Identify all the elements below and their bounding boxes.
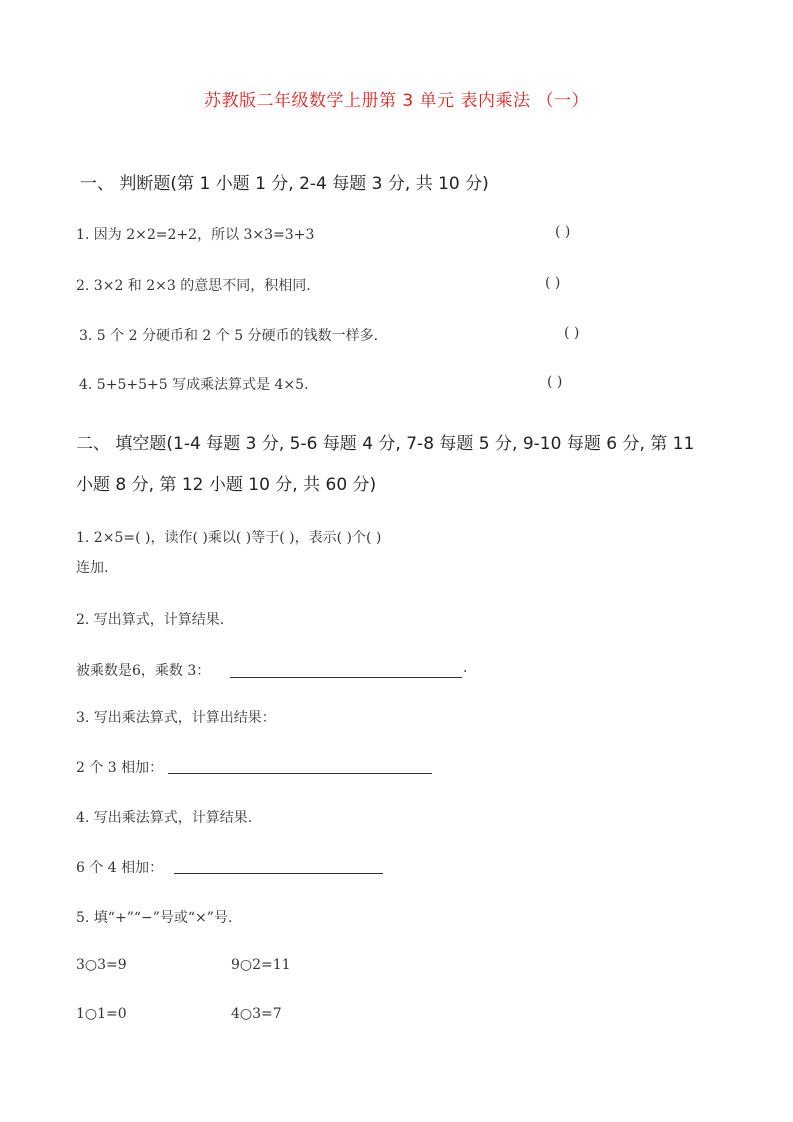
fill-question-4-prompt: 6 个 4 相加： <box>76 860 164 876</box>
operator-item-2[interactable]: 9○2=11 <box>231 957 291 973</box>
fill-question-2-title: 2. 写出算式，计算结果. <box>76 612 225 628</box>
judge-question-3: 3. 5 个 2 分硬币和 2 个 5 分硬币的钱数一样多. <box>79 328 379 344</box>
judge-question-4: 4. 5+5+5+5 写成乘法算式是 4×5. <box>79 377 309 393</box>
fill-question-1-line-1[interactable]: 1. 2×5=( )，读作( )乘以( )等于( )，表示( )个( ) <box>76 530 382 546</box>
answer-line-q3[interactable] <box>168 773 432 774</box>
fill-question-2-end: . <box>463 660 468 676</box>
answer-line-q2[interactable] <box>230 677 462 678</box>
judge-question-2: 2. 3×2 和 2×3 的意思不同，积相同. <box>76 278 311 294</box>
fill-question-2-prompt: 被乘数是6，乘数 3： <box>76 663 211 679</box>
operator-item-4[interactable]: 4○3=7 <box>231 1006 282 1022</box>
judge-answer-paren-4[interactable]: ( ) <box>547 374 563 390</box>
judge-answer-paren-1[interactable]: ( ) <box>555 224 571 240</box>
judge-answer-paren-3[interactable]: ( ) <box>564 325 580 341</box>
operator-item-1[interactable]: 3○3=9 <box>76 957 127 973</box>
judge-question-1: 1. 因为 2×2=2+2，所以 3×3=3+3 <box>76 227 315 243</box>
section-1-heading: 一、 判断题(第 1 小题 1 分, 2-4 每题 3 分, 共 10 分) <box>80 174 489 194</box>
fill-question-1-line-2: 连加. <box>76 560 109 576</box>
fill-question-3-title: 3. 写出乘法算式，计算出结果： <box>76 710 276 726</box>
fill-question-3-prompt: 2 个 3 相加： <box>76 760 164 776</box>
operator-item-3[interactable]: 1○1=0 <box>76 1006 127 1022</box>
answer-line-q4[interactable] <box>174 873 383 874</box>
section-2-heading-line-2: 小题 8 分, 第 12 小题 10 分, 共 60 分) <box>76 475 377 495</box>
fill-question-4-title: 4. 写出乘法算式，计算结果. <box>76 810 253 826</box>
judge-answer-paren-2[interactable]: ( ) <box>545 275 561 291</box>
section-2-heading-line-1: 二、 填空题(1-4 每题 3 分, 5-6 每题 4 分, 7-8 每题 5 分, 9-10 每题 6 分, 第 11 <box>76 434 695 454</box>
worksheet-title: 苏教版二年级数学上册第 3 单元 表内乘法 （一） <box>204 91 589 111</box>
fill-question-5-title: 5. 填“+”“−”号或“×”号. <box>76 910 233 926</box>
